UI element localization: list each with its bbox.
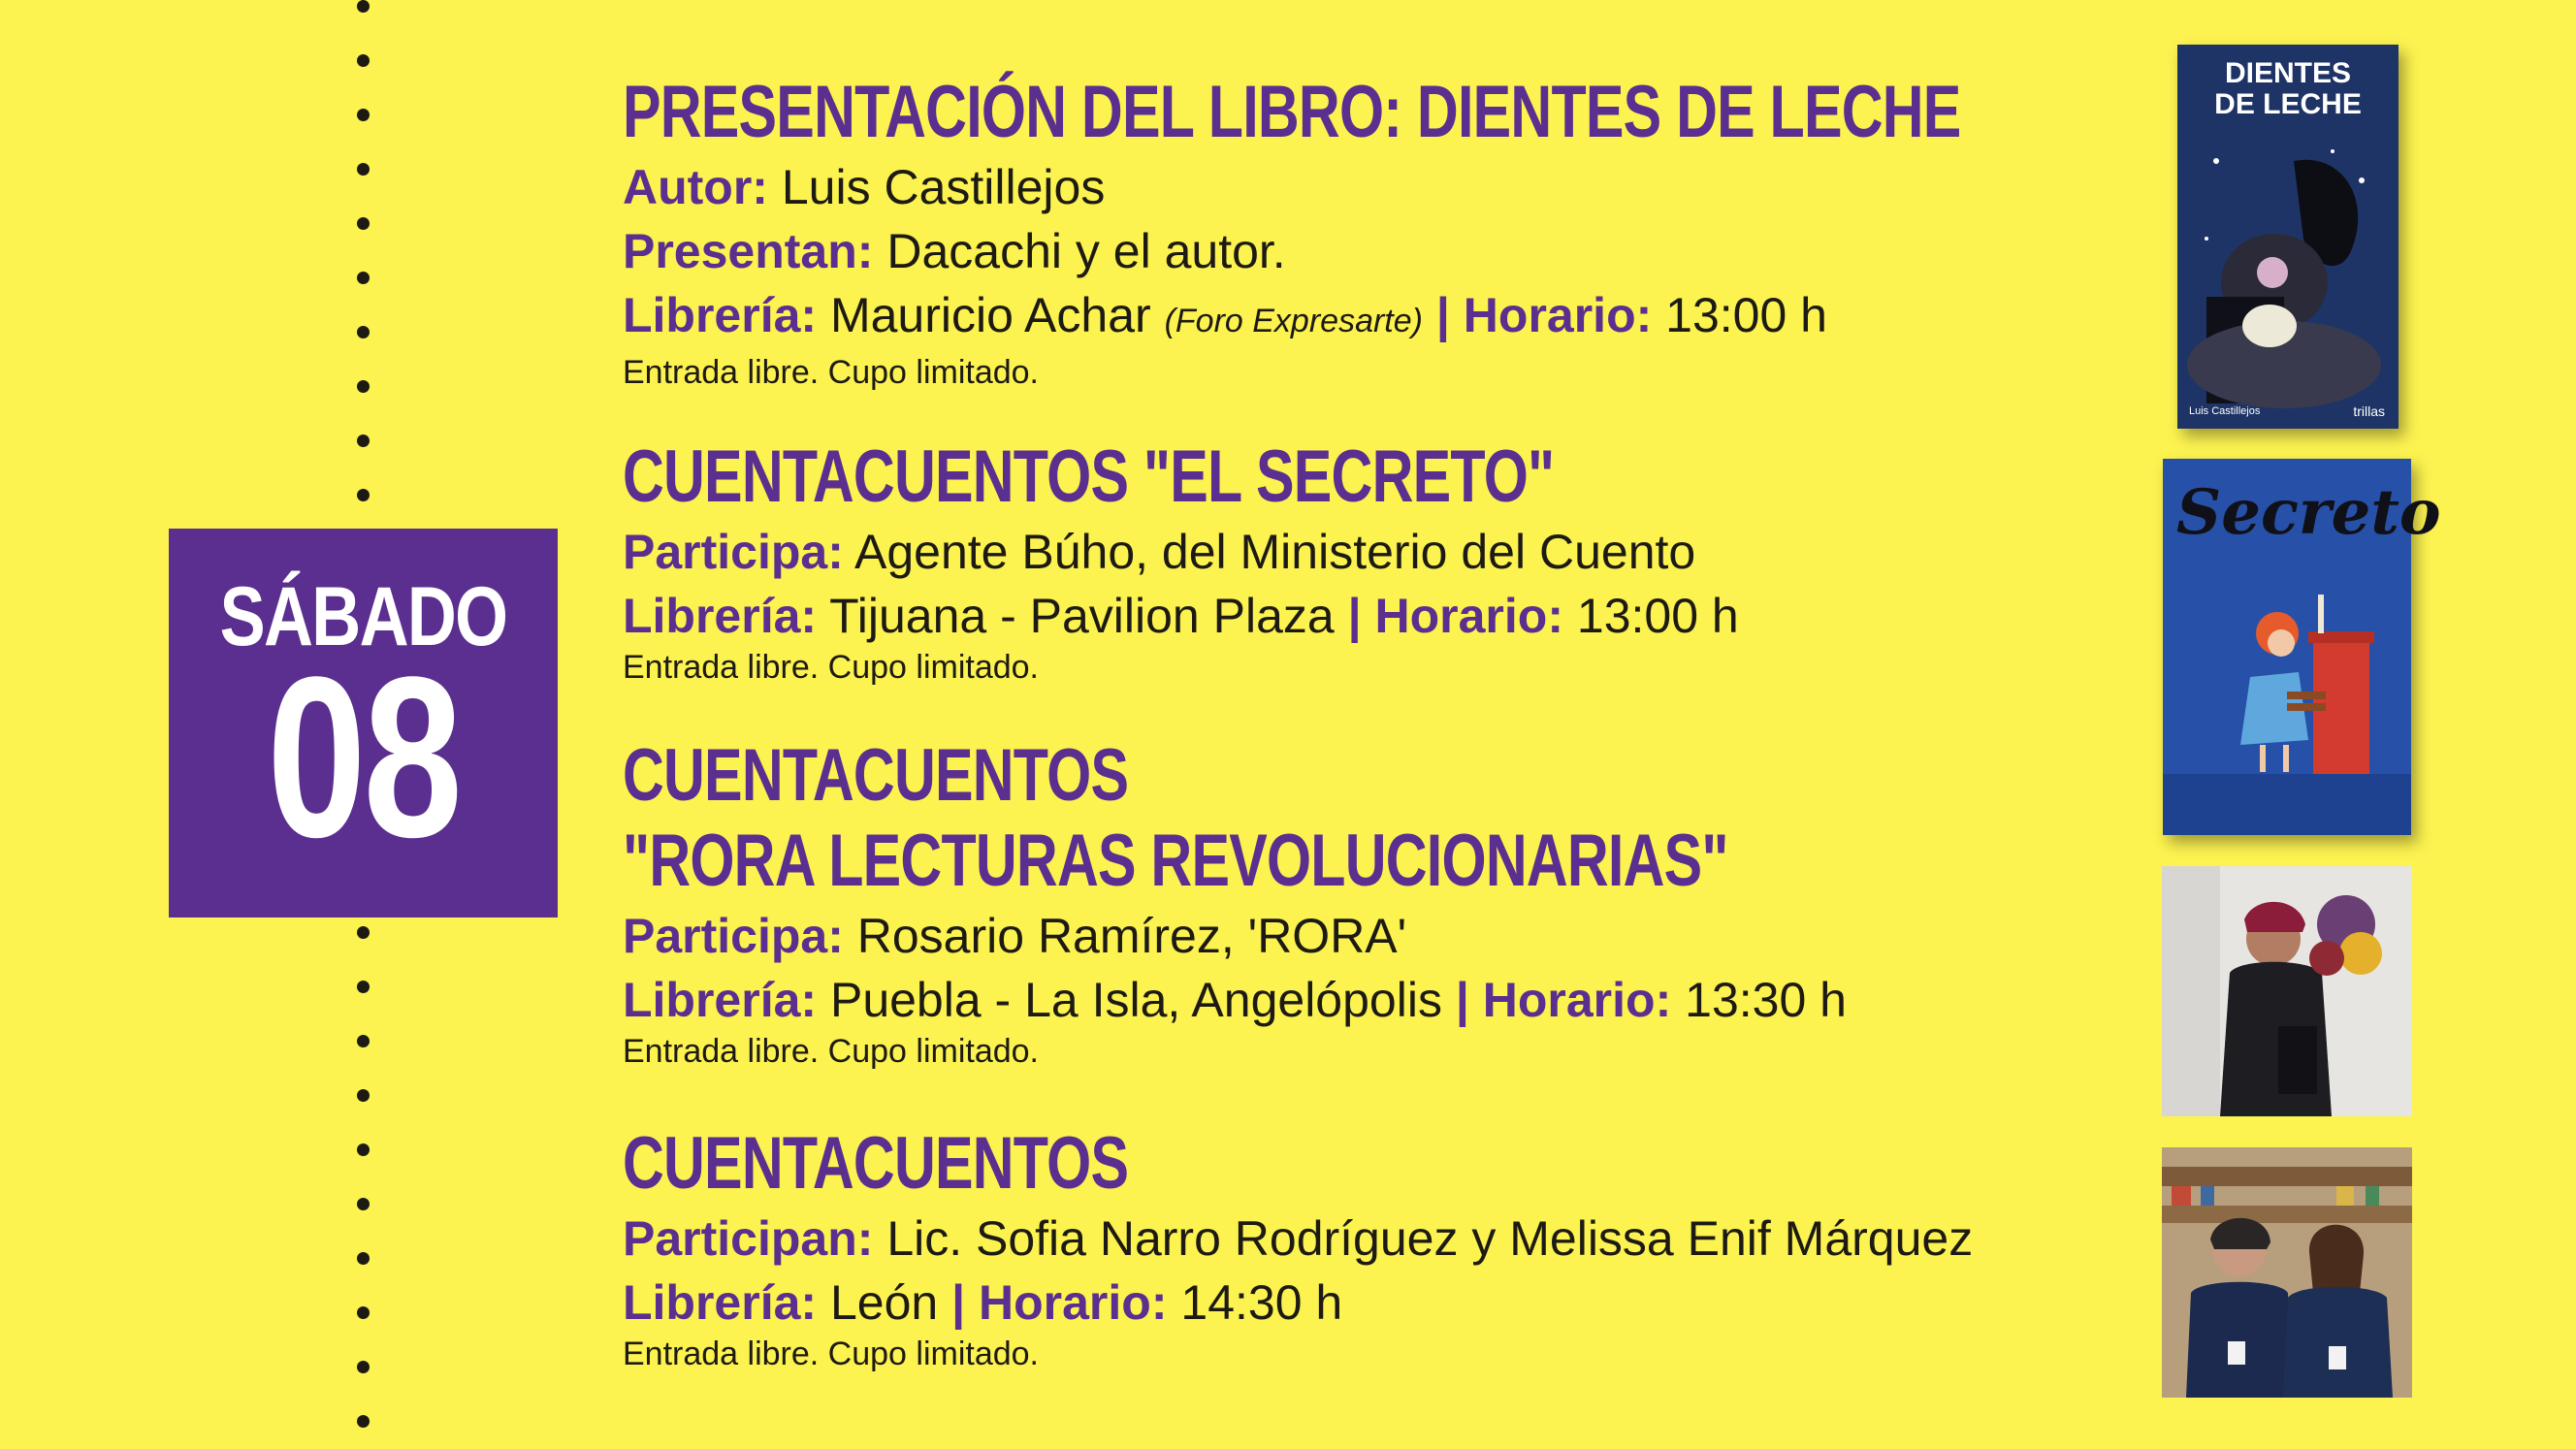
venue-label: Librería: (623, 288, 818, 342)
event-2 (623, 435, 2077, 687)
event-note: Entrada libre. Cupo limitado. (623, 1033, 1040, 1070)
date-number: 08 (267, 629, 460, 886)
timeline-dot (357, 54, 370, 67)
timeline-dot (357, 981, 370, 993)
time-value: 14:30 h (1180, 1275, 1343, 1330)
time-value: 13:30 h (1685, 973, 1847, 1027)
timeline-dot (357, 326, 370, 338)
venue-value: León (829, 1275, 939, 1330)
book-cover-secreto (2163, 459, 2441, 835)
event-venue (623, 283, 2077, 353)
cover1-publisher: trillas (2353, 403, 2385, 419)
participant-value: Rosario Ramírez, 'RORA' (856, 909, 1407, 963)
event-venue (623, 584, 2077, 648)
event-participant (623, 904, 2077, 968)
storytellers-photo (2162, 1147, 2412, 1398)
timeline-dot (357, 163, 370, 176)
separator: | (951, 1275, 966, 1330)
timeline-dot (357, 0, 370, 13)
timeline-dot (357, 1252, 370, 1265)
participant-label: Participa: (623, 909, 844, 963)
timeline-dot (357, 1035, 370, 1047)
time-value: 13:00 h (1665, 288, 1827, 342)
timeline-dot (357, 380, 370, 393)
timeline-dot (357, 109, 370, 121)
event-note: Entrada libre. Cupo limitado. (623, 354, 1040, 391)
venue-label: Librería: (623, 1275, 818, 1330)
date-badge (169, 529, 558, 918)
venue-value: Mauricio Achar (829, 288, 1151, 342)
time-label: Horario: (1463, 288, 1653, 342)
event-3 (623, 733, 2077, 1071)
separator: | (1455, 973, 1469, 1027)
author-label: Autor: (623, 160, 768, 214)
time-value: 13:00 h (1576, 589, 1739, 643)
separator: | (1435, 288, 1450, 342)
event-presenters (623, 219, 2077, 283)
event-title: PRESENTACIÓN DEL LIBRO: DIENTES DE LECHE (623, 71, 1961, 153)
event-note: Entrada libre. Cupo limitado. (623, 649, 1040, 686)
event-title-line2: "RORA LECTURAS REVOLUCIONARIAS" (623, 820, 1728, 902)
book-cover-dientes-de-leche (2177, 45, 2399, 429)
cover1-title: DIENTES DE LECHE (2214, 57, 2362, 120)
event-1 (623, 70, 2077, 392)
author-value: Luis Castillejos (781, 160, 1106, 214)
event-title-line1: CUENTACUENTOS (623, 734, 1129, 817)
separator: | (1347, 589, 1362, 643)
timeline-dot (357, 1306, 370, 1319)
venue-label: Librería: (623, 973, 818, 1027)
timeline-dot (357, 217, 370, 230)
time-label: Horario: (1482, 973, 1672, 1027)
event-participants (623, 1207, 2077, 1271)
venue-value: Puebla - La Isla, Angelópolis (829, 973, 1442, 1027)
event-venue (623, 1271, 2077, 1335)
presenters-label: Presentan: (623, 224, 874, 278)
venue-value: Tijuana - Pavilion Plaza (829, 589, 1335, 643)
photo-illustration (2162, 866, 2412, 1116)
participant-label: Participa: (623, 525, 844, 579)
event-title: CUENTACUENTOS "EL SECRETO" (623, 435, 1555, 518)
storyteller-photo (2162, 866, 2412, 1116)
timeline-dot (357, 1361, 370, 1373)
participants-value: Lic. Sofia Narro Rodríguez y Melissa Enif Márquez (886, 1211, 1974, 1266)
event-author (623, 155, 2077, 219)
timeline-dot (357, 1089, 370, 1102)
timeline-dot (357, 435, 370, 447)
timeline-dot (357, 272, 370, 284)
timeline-dot (357, 926, 370, 939)
venue-extra: (Foro Expresarte) (1164, 303, 1423, 339)
event-note: Entrada libre. Cupo limitado. (623, 1336, 1040, 1372)
timeline-dot (357, 1415, 370, 1428)
event-venue (623, 968, 2077, 1032)
participant-value: Agente Búho, del Ministerio del Cuento (854, 525, 1696, 579)
timeline-dot (357, 1198, 370, 1210)
participants-label: Participan: (623, 1211, 874, 1266)
cover2-title: Secreto (2176, 476, 2441, 549)
event-4 (623, 1121, 2077, 1373)
date-day: SÁBADO (219, 570, 507, 663)
photo-illustration (2162, 1147, 2412, 1398)
timeline-dot (357, 489, 370, 501)
time-label: Horario: (1374, 589, 1563, 643)
presenters-value: Dacachi y el autor. (886, 224, 1286, 278)
timeline-dot (357, 1143, 370, 1156)
venue-label: Librería: (623, 589, 818, 643)
time-label: Horario: (979, 1275, 1168, 1330)
event-participant (623, 520, 2077, 584)
cover1-author: Luis Castillejos (2189, 405, 2261, 417)
event-title: CUENTACUENTOS (623, 1122, 1129, 1205)
